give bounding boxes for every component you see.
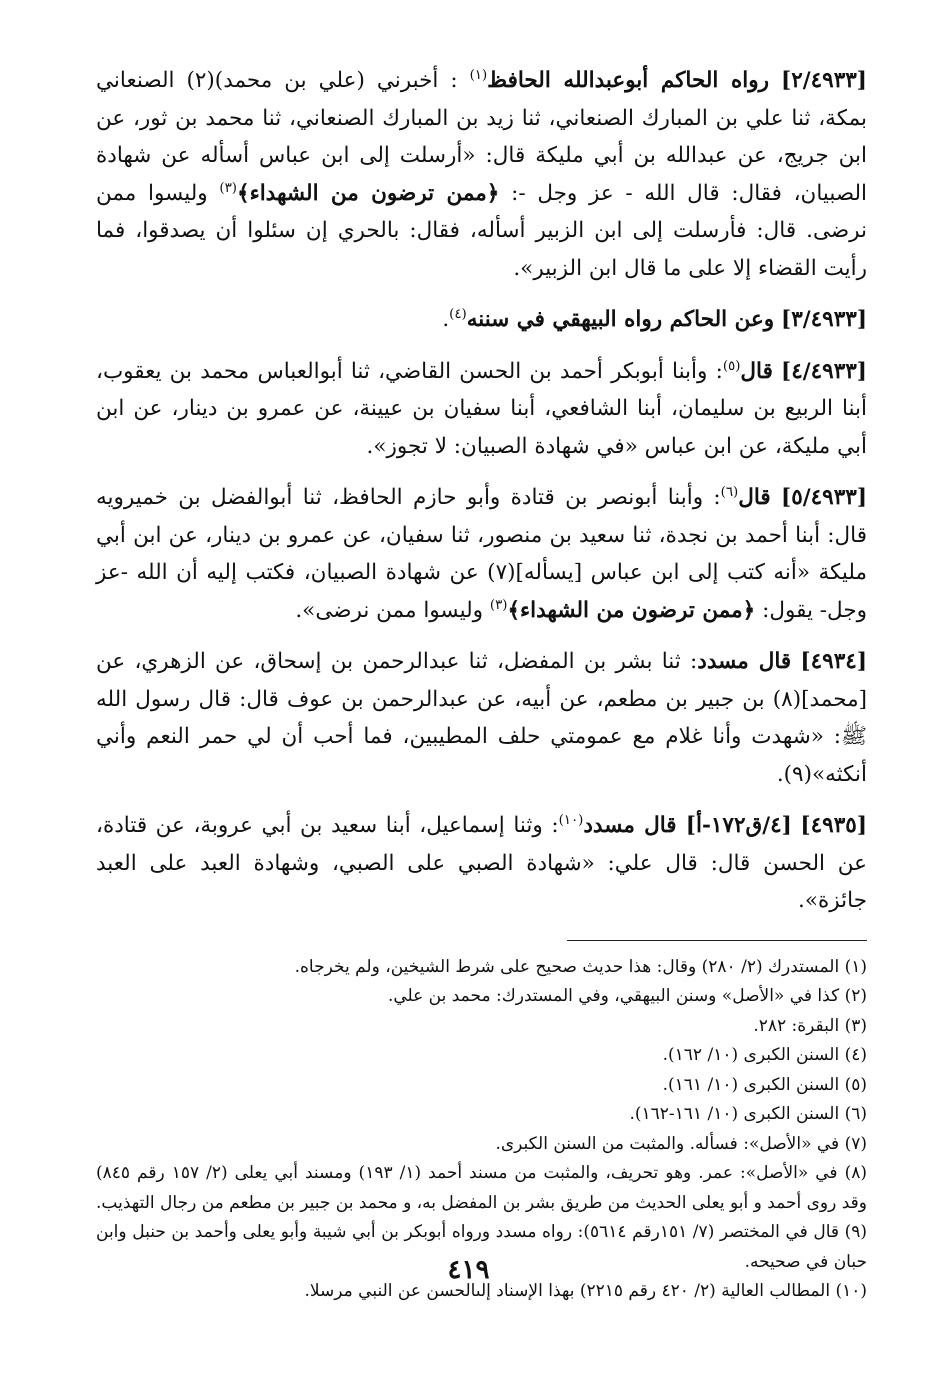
footnote-ref: (٤) — [449, 306, 467, 322]
hadith-paragraph — [96, 643, 867, 793]
hadith-paragraph — [96, 62, 867, 287]
hadith-body: : وثنا إسماعيل، أبنا سعيد بن أبي عروبة، عن قتادة، عن الحسن قال: قال علي: «شهادة الصبي على الصبي، وشهادة العبد على العبد جائزة». — [96, 813, 867, 913]
hadith-number: [٤٩٣٥] — [800, 813, 867, 838]
hadith-body: : وأبنا أبونصر بن قتادة وأبو حازم الحافظ، ثنا أبوالفضل بن خميرويه قال: أبنا أحمد بن نجدة، ثنا سعيد بن منصور، ثنا سفيان، عن عمرو بن دينار، عن ابن أبي مليكة «أنه كتب إلى ابن عباس [يسأله](٧) عن شهادة الصبيان، فكتب إليه أن الله -عز وجل- يقول: — [96, 485, 867, 623]
footnote-ref: (٣) — [489, 597, 508, 613]
footnote: (٥) السنن الكبرى (١٠/ ١٦١). — [662, 1074, 867, 1095]
quran-quote: ﴿ممن ترضون من الشهداء﴾ — [507, 597, 756, 623]
hadith-number: [٤/٤٩٣٣] — [781, 358, 867, 384]
hadith-lead: قال مسدد — [697, 649, 792, 674]
hadith-number: [٤٩٣٤] — [800, 649, 867, 674]
hadith-paragraph — [96, 807, 867, 920]
quran-quote: ﴿ممن ترضون من الشهداء﴾ — [236, 180, 500, 206]
footnote: (٨) في «الأصل»: عمر. وهو تحريف، والمثبت من مسند أحمد (١/ ١٩٣) ومسند أبي يعلى (٢/ ١٥٧ رقم ٨٤٥) وقد روى أحمد و أبو يعلى الحديث من طريق بشر بن المفضل به، و محمد بن جبير بن مطعم من رجال التهذيب. — [96, 1163, 867, 1213]
footnote-divider — [567, 940, 867, 941]
footnote: (٢) كذا في «الأصل» وسنن البيهقي، وفي المستدرك: محمد بن علي. — [387, 986, 867, 1006]
footnote-ref: (٦) — [720, 484, 739, 500]
hadith-number: [٥/٤٩٣٣] — [781, 485, 867, 510]
footnote: (٦) السنن الكبرى (١٠/ ١٦١-١٦٢). — [629, 1104, 867, 1124]
hadith-number: [٣/٤٩٣٣] — [781, 307, 867, 332]
hadith-lead: رواه الحاكم أبوعبدالله الحافظ — [487, 68, 770, 93]
hadith-paragraph — [96, 479, 867, 629]
hadith-body: : وأبنا أبوبكر أحمد بن الحسن القاضي، ثنا أبوالعباس محمد بن يعقوب، أبنا الربيع بن سليمان، أبنا الشافعي، أبنا سفيان بن عيينة، عن عمرو بن دينار، عن ابن أبي مليكة، عن ابن عباس «في شهادة الصبيان: لا تجوز». — [96, 358, 867, 459]
footnote: (٣) البقرة: ٢٨٢. — [753, 1015, 867, 1036]
footnote-ref: (٣) — [219, 180, 237, 196]
hadith-paragraph — [96, 353, 867, 466]
page-number: ٤١٩ — [447, 1255, 490, 1285]
hadith-tail: وليسوا ممن نرضى. قال: فأرسلت إلى ابن الزبير أسأله، فقال: بالحري إن سئلوا أن يصدقوا، فما رأيت القضاء إلا على ما قال ابن الزبير». — [96, 180, 867, 281]
hadith-lead: وعن الحاكم رواه البيهقي في سننه — [466, 307, 775, 332]
hadith-lead: [٤/ق١٧٢-أ] قال مسدد — [583, 813, 792, 838]
hadith-lead: قال — [740, 358, 773, 384]
footnotes — [96, 953, 867, 1307]
footnote: (٧) في «الأصل»: فسأله. والمثبت من السنن الكبرى. — [495, 1133, 867, 1154]
footnote-ref: (٥) — [722, 358, 741, 374]
footnote-ref: (١) — [469, 67, 488, 83]
footnote: (٩) قال في المختصر (٧/ ١٥١رقم ٥٦١٤): رواه مسدد ورواه أبوبكر بن أبي شيبة وأبو يعلى وأحمد بن حنبل وابن حبان في صحيحه. — [96, 1222, 867, 1272]
hadith-body: : أخبرني (علي بن محمد)(٢) الصنعاني بمكة، ثنا علي بن المبارك الصنعاني، ثنا زيد بن المبارك الصنعاني، ثنا محمد بن ثور، عن ابن جريج، عن عبدالله بن أبي مليكة قال: «أرسلت إلى ابن عباس أسأله عن شهادة الصبيان، فقال: قال الله - عز وجل -: — [96, 68, 868, 206]
footnote: (١) المستدرك (٢/ ٢٨٠) وقال: هذا حديث صحيح على شرط الشيخين، ولم يخرجاه. — [294, 956, 867, 977]
hadith-body: . — [442, 307, 450, 332]
hadith-body: : ثنا بشر بن المفضل، ثنا عبدالرحمن بن إسحاق، عن الزهري، عن [محمد](٨) بن جبير بن مطعم، عن أبيه، عن عبدالرحمن بن عوف قال: قال رسول الله ﷺ: «شهدت وأنا غلام مع عمومتي حلف المطيبين، فما أحب أن لي حمر النعم وأني أنكثه»(٩). — [96, 649, 867, 787]
hadith-lead: قال — [738, 485, 771, 510]
footnote: (١٠) المطالب العالية (٢/ ٤٢٠ رقم ٢٢١٥) بهذا الإسناد إلىالحسن عن النبي مرسلا. — [304, 1281, 867, 1301]
main-text — [96, 62, 867, 920]
hadith-paragraph — [96, 301, 867, 339]
hadith-number: [٢/٤٩٣٣] — [781, 68, 867, 93]
footnote: (٤) السنن الكبرى (١٠/ ١٦٢). — [662, 1045, 867, 1065]
hadith-tail: وليسوا ممن نرضى». — [295, 597, 484, 623]
footnote-ref: (١٠) — [558, 812, 584, 828]
